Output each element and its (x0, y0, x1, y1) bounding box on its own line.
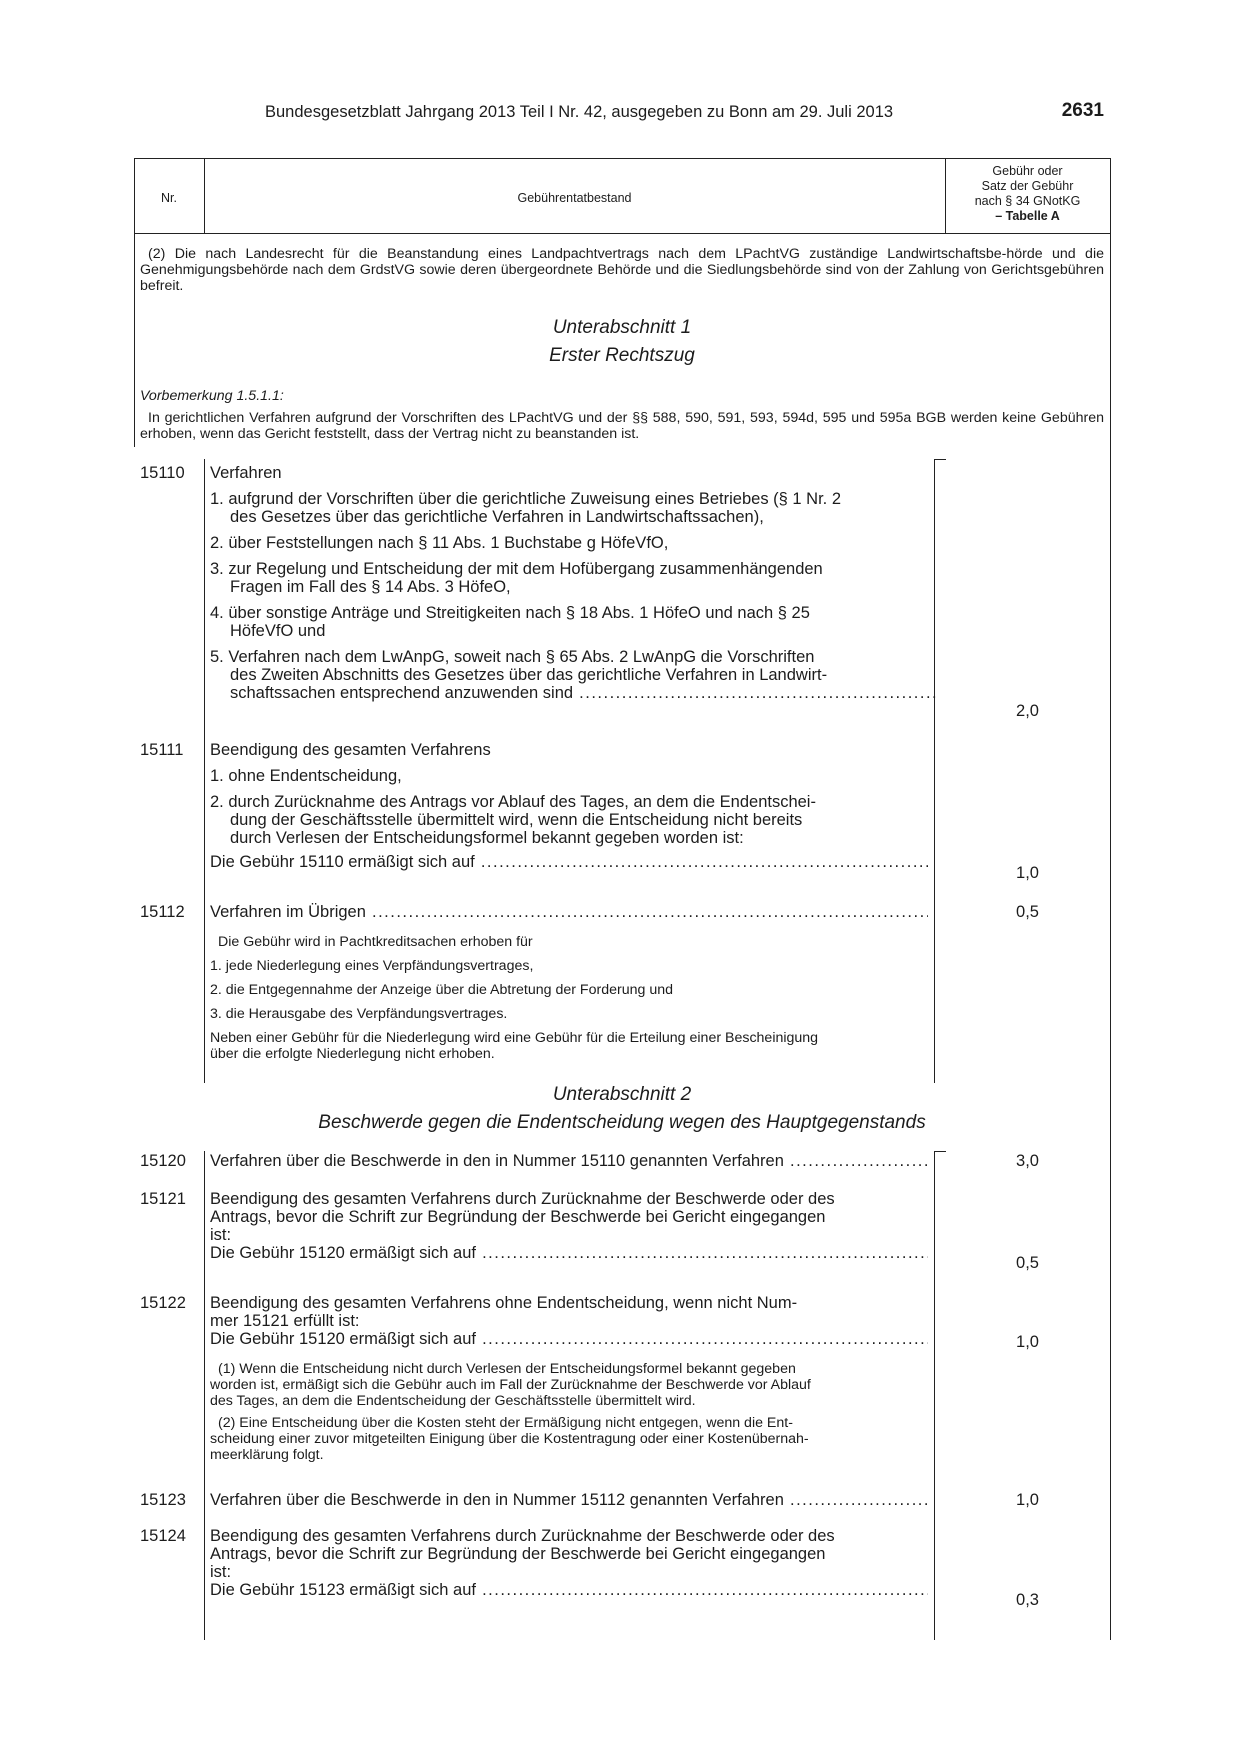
entry-15112-note (210, 934, 928, 1062)
entry-15121-line2: Antrags, bevor die Schrift zur Begründung der Beschwerde bei Gericht eingegangen (210, 1208, 826, 1226)
entry-15111-item1: 1. ohne Endentscheidung, (210, 767, 402, 785)
entry-15112-nr: 15112 (140, 903, 185, 921)
table-head-rule (134, 233, 1110, 234)
entries1-divider-nr (204, 459, 205, 1083)
entry-15110-item1b: des Gesetzes über das gerichtliche Verfahren in Landwirtschaftssachen), (230, 508, 764, 526)
entry-15110-item4a: 4. über sonstige Anträge und Streitigkeiten nach § 18 Abs. 1 HöfeO und nach § 25 (210, 604, 810, 622)
section1-title: Unterabschnitt 1 (552, 317, 692, 338)
entry-15120-text (210, 1152, 928, 1170)
entry-15111-fee: 1,0 (1016, 864, 1039, 882)
entry-15112-fee: 0,5 (1016, 903, 1039, 921)
entry-15111-reduce: Die Gebühr 15110 ermäßigt sich auf ..... (210, 853, 928, 871)
entry-15112-title: Verfahren im Übrigen ..... (210, 903, 928, 921)
entry-15121-line1: Beendigung des gesamten Verfahrens durch Zurücknahme der Beschwerde oder des (210, 1190, 835, 1208)
entry-15112-note4a: Neben einer Gebühr für die Niederlegung wird eine Gebühr für die Erteilung einer Bescheinigung (210, 1030, 819, 1046)
entry-15112-note2: 2. die Entgegennahme der Anzeige über die Abtretung der Forderung und (210, 982, 674, 998)
col-header-nr: Nr. (161, 191, 177, 205)
entry-15122-line2: mer 15121 erfüllt ist: (210, 1312, 360, 1330)
entry-15110-nr: 15110 (140, 464, 185, 482)
entry-15122-nr: 15122 (140, 1294, 186, 1312)
table-top-rule (134, 158, 1110, 159)
entry-15111-item2b: dung der Geschäftsstelle übermittelt wird, wenn die Entscheidung nicht bereits (230, 811, 803, 829)
table-right-border (1110, 158, 1111, 1640)
entry-15111-item2a: 2. durch Zurücknahme des Antrags vor Ablauf des Tages, an dem die Endentschei- (210, 793, 816, 811)
entries2-divider-nr (204, 1151, 205, 1640)
entry-15110-item5c: schaftssachen entsprechend anzuwenden sind ..... (230, 684, 938, 702)
entries1-tick (934, 459, 946, 460)
col-header-fee-line4: – Tabelle A (995, 209, 1060, 223)
entry-15121-line3: ist: (210, 1226, 232, 1244)
entry-15123-desc: Verfahren über die Beschwerde in den in Nummer 15112 genannten Verfahren ..... (210, 1491, 928, 1509)
col-header-fee (945, 164, 1110, 224)
entry-15123-text (210, 1491, 928, 1509)
entry-15121-nr: 15121 (140, 1190, 186, 1208)
col-header-fee-line2: Satz der Gebühr (981, 179, 1074, 193)
entry-15112-note1: 1. jede Niederlegung eines Verpfändungsvertrages, (210, 958, 534, 974)
entry-15110-item4b: HöfeVfO und (230, 622, 326, 640)
col-header-tatbestand: Gebührentatbestand (517, 191, 632, 205)
section1-subtitle: Erster Rechtszug (549, 345, 695, 366)
entry-15122-text (210, 1294, 928, 1348)
entry-15110-text (210, 464, 928, 702)
running-head-text: Bundesgesetzblatt Jahrgang 2013 Teil I Nr. 42, ausgegeben zu Bonn am 29. Juli 2013 (265, 103, 894, 121)
entry-15111-item2c: durch Verlesen der Entscheidungsformel bekannt gegeben worden ist: (230, 829, 744, 847)
entry-15124-line3: ist: (210, 1563, 232, 1581)
entry-15122-note1b: worden ist, ermäßigt sich die Gebühr auch im Fall der Zurücknahme der Beschwerde vor Ablauf (210, 1377, 811, 1393)
entry-15122-fee: 1,0 (1016, 1333, 1039, 1351)
entry-15123-nr: 15123 (140, 1491, 186, 1509)
entry-15110-item1a: 1. aufgrund der Vorschriften über die gerichtliche Zuweisung eines Betriebes (§ 1 Nr. 2 (210, 490, 842, 508)
entries2-divider-fee (934, 1151, 935, 1640)
entry-15124-line2: Antrags, bevor die Schrift zur Begründung der Beschwerde bei Gericht eingegangen (210, 1545, 826, 1563)
intro-note: (2) Die nach Landesrecht für die Beanstandung eines Landpachtvertrags nach dem LPachtVG zuständige Landwirtschaftsbe-hörde und die Genehmigungsbehörde nach dem GrdstVG sowie deren übergeordnete Behörde und die Siedlungsbehörde sind von der Zahlung von Gerichtsgebühren befreit. (140, 246, 1104, 294)
entry-15110-item3b: Fragen im Fall des § 14 Abs. 3 HöfeO, (230, 578, 511, 596)
entry-15124-line1: Beendigung des gesamten Verfahrens durch Zurücknahme der Beschwerde oder des (210, 1527, 835, 1545)
entry-15122-note (210, 1361, 928, 1463)
entry-15122-note2c: meerklärung folgt. (210, 1447, 324, 1463)
entry-15110-item5b: des Zweiten Abschnitts des Gesetzes über das gerichtliche Verfahren in Landwirt- (230, 666, 828, 684)
entry-15124-fee: 0,3 (1016, 1591, 1039, 1609)
entry-15122-reduce: Die Gebühr 15120 ermäßigt sich auf ..... (210, 1330, 928, 1348)
entry-15120-nr: 15120 (140, 1152, 186, 1170)
entry-15110-fee: 2,0 (1016, 702, 1039, 720)
entry-15110-item3a: 3. zur Regelung und Entscheidung der mit dem Hofübergang zusammenhängenden (210, 560, 823, 578)
entry-15120-fee: 3,0 (1016, 1152, 1039, 1170)
running-header (0, 100, 1241, 125)
entry-15122-note2a: (2) Eine Entscheidung über die Kosten steht der Ermäßigung nicht entgegen, wenn die Ent- (218, 1415, 793, 1431)
entry-15110-title: Verfahren (210, 464, 282, 482)
entry-15124-reduce: Die Gebühr 15123 ermäßigt sich auf ..... (210, 1581, 928, 1599)
entry-15124-nr: 15124 (140, 1527, 186, 1545)
entry-15112-note4b: über die erfolgte Niederlegung nicht erhoben. (210, 1046, 495, 1062)
entry-15112-note3: 3. die Herausgabe des Verpfändungsvertrages. (210, 1006, 508, 1022)
entry-15120-desc: Verfahren über die Beschwerde in den in Nummer 15110 genannten Verfahren ..... (210, 1152, 928, 1170)
entries1-divider-fee (934, 459, 935, 1083)
entry-15122-note2b: scheidung einer zuvor mitgeteilten Einigung über die Kostentragung oder einer Kostenübernah- (210, 1431, 809, 1447)
entry-15111-text (210, 741, 928, 871)
entry-15110-item2: 2. über Feststellungen nach § 11 Abs. 1 Buchstabe g HöfeVfO, (210, 534, 669, 552)
entry-15110-item5a: 5. Verfahren nach dem LwAnpG, soweit nach § 65 Abs. 2 LwAnpG die Vorschriften (210, 648, 815, 666)
entry-15123-fee: 1,0 (1016, 1491, 1039, 1509)
entry-15121-reduce: Die Gebühr 15120 ermäßigt sich auf ..... (210, 1244, 928, 1262)
section1-remark-label: Vorbemerkung 1.5.1.1: (140, 388, 284, 404)
entry-15122-note1a: (1) Wenn die Entscheidung nicht durch Verlesen der Entscheidungsformel bekannt gegeben (218, 1361, 796, 1377)
entry-15121-fee: 0,5 (1016, 1254, 1039, 1272)
entry-15112-text (210, 903, 928, 921)
entry-15124-text (210, 1527, 928, 1599)
entry-15111-nr: 15111 (140, 741, 184, 759)
entry-15122-line1: Beendigung des gesamten Verfahrens ohne Endentscheidung, wenn nicht Num- (210, 1294, 798, 1312)
entry-15111-title: Beendigung des gesamten Verfahrens (210, 741, 491, 759)
page-number: 2631 (1061, 100, 1104, 121)
section2-title: Unterabschnitt 2 (552, 1084, 692, 1105)
entry-15121-text (210, 1190, 928, 1262)
section2-subtitle: Beschwerde gegen die Endentscheidung wegen des Hauptgegenstands (318, 1112, 926, 1133)
section1-remark-text: In gerichtlichen Verfahren aufgrund der Vorschriften des LPachtVG und der §§ 588, 590, 591, 593, 594d, 595 und 595a BGB werden keine Gebühren erhoben, wenn das Gericht feststellt, dass der Vertrag nicht zu beanstanden ist. (140, 410, 1104, 442)
col-header-fee-line1: Gebühr oder (992, 164, 1063, 178)
entry-15122-note1c: des Tages, an dem die Endentscheidung der Geschäftsstelle übermittelt wird. (210, 1393, 696, 1409)
col-header-fee-line3: nach § 34 GNotKG (974, 194, 1081, 208)
entry-15112-note0: Die Gebühr wird in Pachtkreditsachen erhoben für (218, 934, 533, 950)
